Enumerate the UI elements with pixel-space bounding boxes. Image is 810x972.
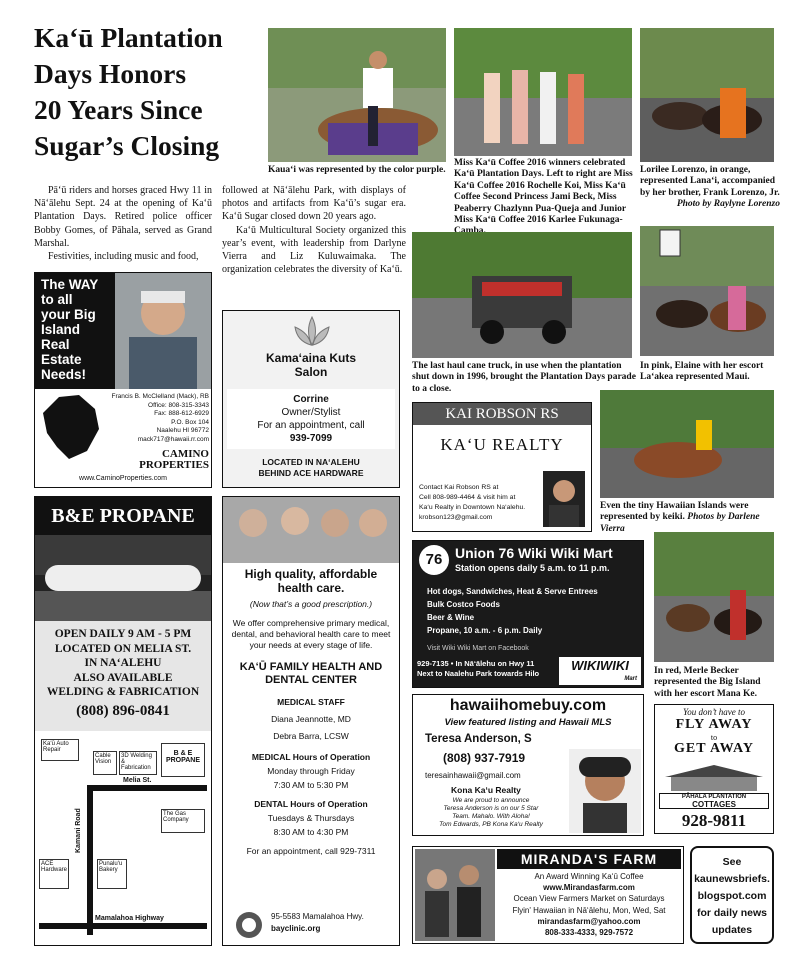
bay-clinic-logo-icon — [235, 911, 263, 939]
miranda-photo — [415, 849, 495, 941]
photo-cane-truck — [412, 232, 632, 358]
map-highway-label: Mamalahoa Highway — [95, 915, 164, 922]
camino-website[interactable]: www.CaminoProperties.com — [79, 475, 167, 482]
caption-big-island: In red, Merle Becker represented the Big Island with her escort Mana Ke. — [654, 666, 761, 699]
caption-miss-coffee: Miss Ka‘ū Coffee 2016 winners celebrated Ka‘ū Plantation Days. Left to right are Miss Ka‘ū Coffee 2016 Rochelle Koi, Miss Ka‘ū Coffee Second Princess Jami Beck, Miss Peaberry Chazlynn Pua-Queja and Junior Miss Ka‘ū Coffee 2016 Karlee Fukunaga- — [454, 158, 633, 225]
hawaii-url[interactable]: hawaiihomebuy.com — [449, 697, 607, 714]
kau-realty-logo: KA‘U REALTY — [440, 435, 564, 454]
map-melia-label: Melia St. — [123, 777, 152, 784]
kai-photo — [543, 471, 585, 527]
map-welding: 3D Welding & Fabrication — [119, 751, 157, 775]
union-facebook[interactable]: Visit Wiki Wiki Mart on Facebook — [427, 645, 529, 652]
big-island-map-icon — [39, 393, 103, 463]
map-road-label: Kamani Road — [75, 808, 82, 853]
union-items: Hot dogs, Sandwiches, Heat & Serve Entrees Bulk Costco Foods Beer & Wine Propane, 10 a.m. - 6 p.m. Daily — [427, 587, 598, 635]
camino-contact: Francis B. McClelland (Mack), RB Office: 808-315-3343 Fax: 888-612-6929 P.O. Box 104 Naalehu HI 96772 mack717@hawaii.rr.com — [111, 393, 209, 443]
76-logo-icon: 76 — [419, 545, 449, 575]
kau-news-briefs-box — [690, 846, 774, 944]
map-be-propane: B & E PROPANE — [161, 743, 205, 777]
cottages-line1: You don’t have to — [683, 707, 745, 717]
hawaii-sub: View featured listing and Hawaii MLS — [444, 717, 612, 728]
hawaii-agent-name: Teresa Anderson, S — [425, 733, 532, 745]
ad-kau-family-health — [222, 496, 400, 946]
propane-title: B&E PROPANE — [35, 497, 211, 535]
ad-be-propane — [34, 496, 212, 946]
lotus-icon — [285, 315, 339, 349]
caption-kauai: Kaua‘i was represented by the color purple. — [268, 165, 446, 175]
health-content: High quality, affordable health care. (Now that’s a good prescription.) We offer comprehensive primary medical, dental, and behavioral health care to meet your needs at every stage of life. KA‘Ū FAMILY HEALTH AND DENTAL CENTER MEDICAL STAFF Diana Jeannotte, MD Debra Barra, LCSW MEDICAL Hours of Operation Monday through Friday 7:30 AM to 5:30 PM DENTAL Hours of Operation Tuesdays & Thursdays 8:30 AM to 4:30 PM For an appointment, call 929-7311 — [231, 567, 391, 856]
photo-keiki-rider — [600, 390, 774, 498]
map-auto-repair: Ka‘ū Auto Repair — [41, 739, 79, 761]
miranda-title: MIRANDA'S FARM — [497, 849, 681, 869]
cottages-fly-away: FLY AWAY — [675, 717, 753, 732]
propane-tank-image — [35, 535, 211, 621]
headline: Ka‘ū Plantation Days Honors 20 Years Since Sugar’s Closing — [34, 22, 223, 161]
ad-pahala-plantation-cottages — [654, 704, 774, 834]
caption-cane-truck: The last haul cane truck, in use when the plantation shut down in 1996, brought the Plantation Days parade to a close. — [412, 361, 636, 394]
caption-lanai: Lorilee Lorenzo, in orange, represented Lana‘i, accompanied by her brother, Frank Lorenzo, Jr. Photo by Raylyne Lorenzo — [640, 165, 780, 210]
health-photo — [223, 497, 399, 563]
hawaii-agent-photo — [569, 749, 641, 833]
hawaii-email: teresainhawaii@gmail.com — [425, 771, 521, 780]
caption-keiki: Even the tiny Hawaiian Islands were represented by keiki. Photos by Darlene Vierra — [600, 501, 760, 534]
salon-owner: Corrine Owner/Stylist For an appointment, call 939-7099 — [227, 389, 395, 449]
union-hours: Station opens daily 5 a.m. to 11 p.m. — [455, 563, 610, 573]
union-title: Union 76 Wiki Wiki Mart — [455, 545, 613, 561]
photo-maui-riders — [640, 226, 774, 356]
agent-photo — [115, 273, 211, 389]
miranda-lines: An Award Winning Ka‘ū Coffee www.Mirandasfarm.com Ocean View Farmers Market on Saturdays Flyin' Hawaiian in Nā‘ālehu, Mon, Wed, Sat mirandasfarm@yahoo.com 808-333-4333, 929-7572 — [512, 872, 666, 938]
propane-info: OPEN DAILY 9 AM - 5 PM LOCATED ON MELIA ST. IN NA‘ALEHU ALSO AVAILABLE WELDING & FABRICATION (808) 896-0841 — [35, 621, 211, 731]
ad-kai-robson-realty — [412, 402, 592, 532]
camino-slogan: The WAY to all your Big Island Real Estate Needs! — [35, 273, 115, 389]
hawaii-company: Kona Ka‘u Realty — [451, 785, 521, 795]
cottages-name: PĀHALA PLANTATION COTTAGES — [659, 793, 769, 809]
union-footer: 929-7135 • In Nā‘ālehu on Hwy 11 Next to Naalehu Park towards Hilo — [417, 659, 540, 678]
map-ace-hardware: ACE Hardware — [39, 859, 69, 889]
cottages-phone: 928-9811 — [681, 811, 747, 830]
health-address: 95-5583 Mamalahoa Hwy. bayclinic.org — [271, 912, 364, 933]
hawaii-phone: (808) 937-7919 — [443, 751, 526, 765]
map-kamani-road — [87, 785, 93, 935]
map-cable-vision: Cable Vision — [93, 751, 117, 775]
propane-map — [35, 733, 211, 945]
article-column-1: Pā‘ū riders and horses graced Hwy 11 in Nā‘ālehu Sept. 24 at the opening of Ka‘ū Plantation Days. Retired police officer Bobby Gomes, of Pāhala, served as Grand Marshal. Festivities, including music and food, — [34, 185, 212, 262]
photo-lanai-rider — [640, 28, 774, 162]
map-punaluu-bakery: Punalu‘u Bakery — [97, 859, 127, 889]
cottages-to: to — [710, 733, 718, 742]
ad-mirandas-farm — [412, 846, 684, 944]
salon-location: LOCATED IN NA‘ALEHU BEHIND ACE HARDWARE — [258, 457, 364, 478]
article-column-2: followed at Nā‘ālehu Park, with displays of photos and artifacts from Ka‘ū’s sugar era. Ka‘ū Sugar closed down 20 years ago. Ka‘ū Multicultural Society organized this year’s event, with leadership from Darlyne Vierra and Liz Kuluwaimaka. The organization celebrates the diversity of Ka‘ū. — [222, 185, 406, 276]
map-gas-company: The Gas Company — [161, 809, 205, 833]
caption-maui: In pink, Elaine with her escort La‘akea represented Maui. — [640, 361, 764, 383]
hawaii-note: We are proud to announce Teresa Anderson is on our 5 Star Team. Mahalo. With Aloha! Tom Edwards, PB Kona Ka‘u Realty — [439, 797, 543, 828]
photo-miss-kau-coffee — [454, 28, 632, 156]
briefs-text: See kaunewsbriefs. blogspot.com for daily news updates — [694, 856, 770, 936]
kai-contact: Contact Kai Robson RS at Cell 808-989-4464 & visit him at Ka‘u Realty in Downtown Na‘alehu. krobson123@gmail.com — [419, 484, 526, 521]
photo-kauai-rider — [268, 28, 446, 162]
ad-camino-properties — [34, 272, 212, 488]
wikiwiki-brand: WIKIWIKI Mart — [559, 657, 641, 685]
map-highway — [39, 923, 207, 929]
ad-kamaaina-kuts-salon — [222, 310, 400, 488]
photo-big-island-riders — [654, 532, 774, 662]
camino-brand: CAMINO PROPERTIES — [139, 448, 209, 471]
cottages-get-away: GET AWAY — [674, 741, 754, 756]
ad-hawaiihomebuy — [412, 694, 644, 836]
map-melia-street — [87, 785, 207, 791]
ad-union-76-wiki-wiki-mart — [412, 540, 644, 688]
kai-title: KAI ROBSON RS — [413, 403, 591, 425]
cottage-house-icon — [663, 763, 765, 791]
salon-name: Kama‘aina Kuts Salon — [265, 351, 357, 379]
